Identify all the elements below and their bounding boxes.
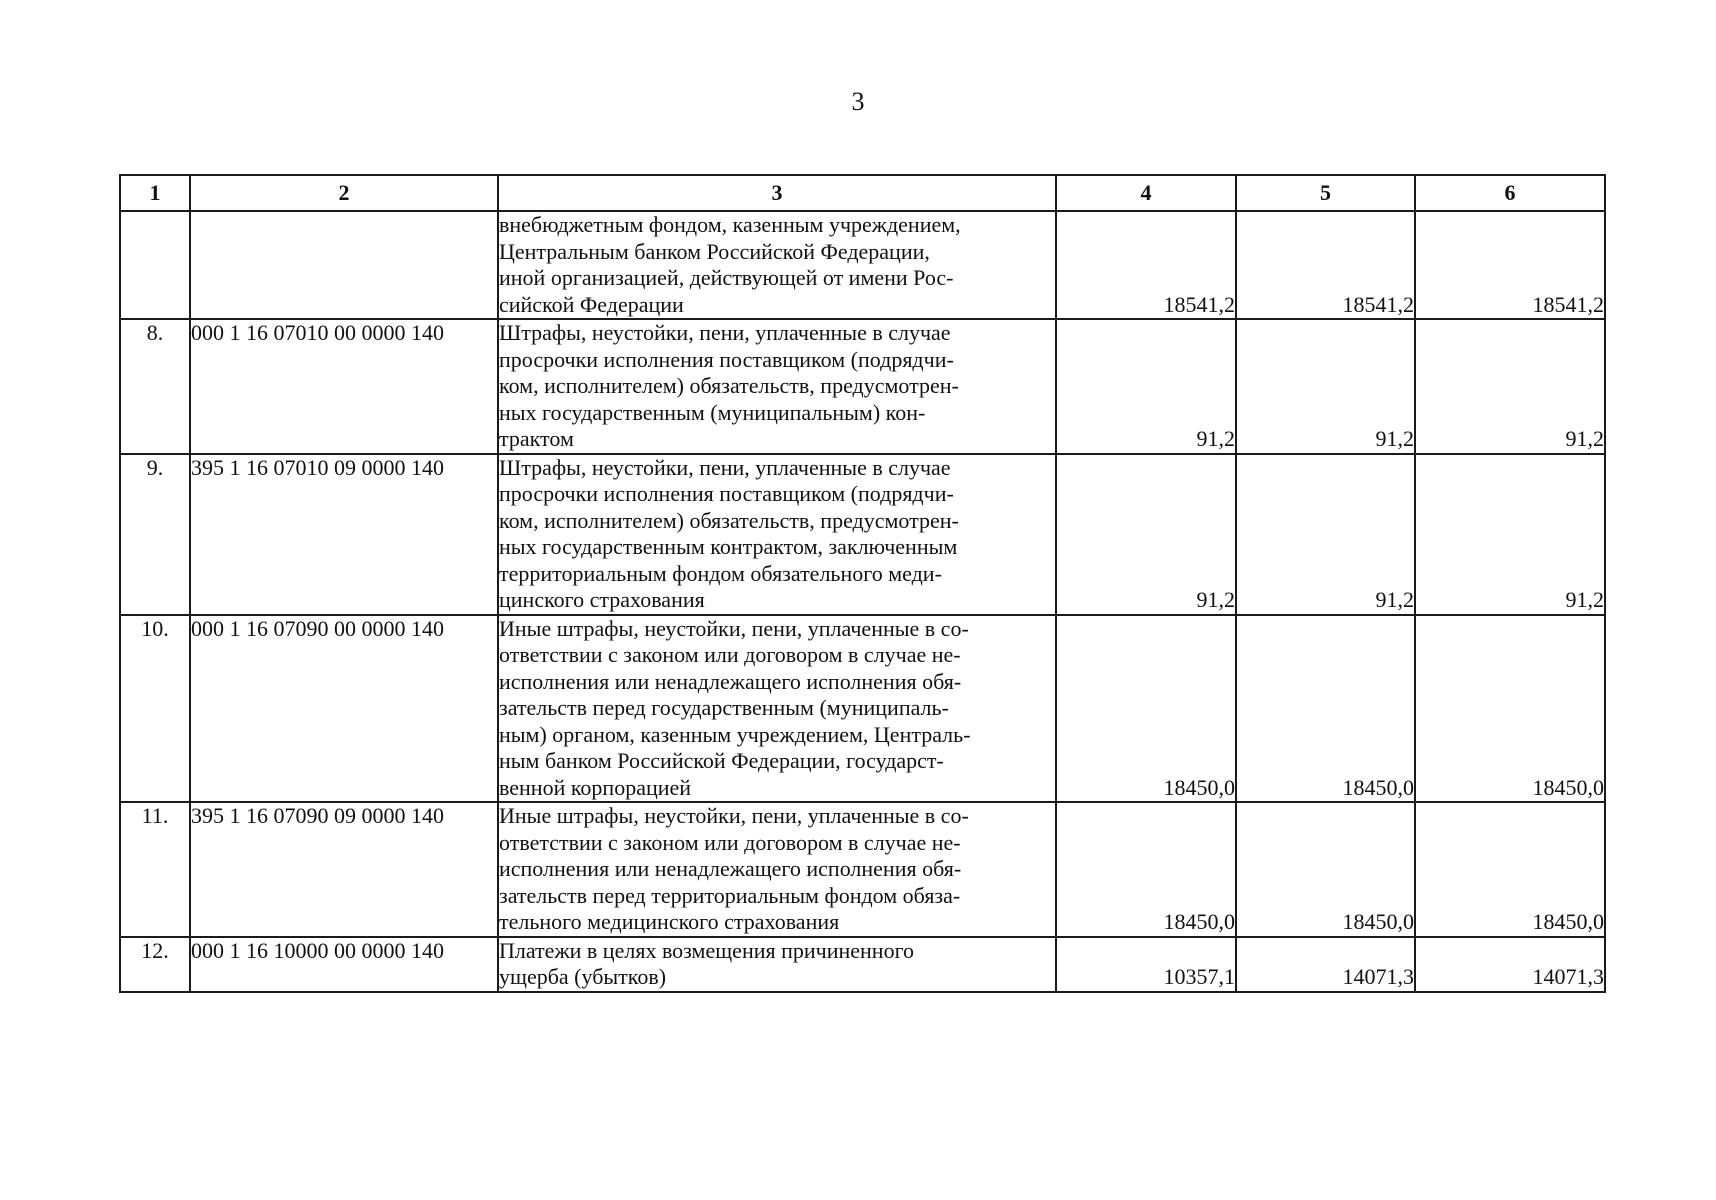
income-name-line: ущерба (убытков) <box>499 964 667 989</box>
row-number: 10. <box>120 615 190 803</box>
income-name-line: Иные штрафы, неустойки, пени, уплаченные в со- <box>499 615 969 641</box>
table-row <box>120 937 1605 992</box>
income-name-line: внебюджетным фондом, казенным учреждением, <box>499 212 961 237</box>
value-col-5: 18450,0 <box>1236 802 1415 937</box>
income-name-line: ным) органом, казенным учреждением, Централь- <box>499 721 971 747</box>
budget-code: 000 1 16 07090 00 0000 140 <box>190 615 498 803</box>
table-header-row <box>120 175 1605 211</box>
column-header-4: 4 <box>1056 175 1236 211</box>
income-name-line: зательств перед территориальным фондом обяза- <box>499 882 961 908</box>
row-number: 11. <box>120 802 190 937</box>
income-name <box>498 319 1056 454</box>
budget-code: 395 1 16 07010 09 0000 140 <box>190 454 498 615</box>
income-name-line: исполнения или ненадлежащего исполнения обя- <box>499 856 962 881</box>
value-col-5: 18450,0 <box>1236 615 1415 803</box>
table-row <box>120 615 1605 803</box>
value-col-6: 91,2 <box>1415 454 1605 615</box>
column-header-5: 5 <box>1236 175 1415 211</box>
income-name <box>498 937 1056 992</box>
value-col-5: 91,2 <box>1236 319 1415 454</box>
income-name-line: Штрафы, неустойки, пени, уплаченные в случае <box>499 454 951 480</box>
row-number: 12. <box>120 937 190 992</box>
table-row <box>120 802 1605 937</box>
income-name <box>498 211 1056 319</box>
value-col-5: 14071,3 <box>1236 937 1415 992</box>
income-name-line: ответствии с законом или договором в случае не- <box>499 829 961 855</box>
value-col-6: 18450,0 <box>1415 615 1605 803</box>
value-col-6: 14071,3 <box>1415 937 1605 992</box>
income-name-line: Центральным банком Российской Федерации, <box>499 238 930 264</box>
value-col-4: 18450,0 <box>1056 802 1236 937</box>
income-name-line: сийской Федерации <box>499 291 684 317</box>
income-name-line: тельного медицинского страхования <box>499 909 840 934</box>
budget-code: 000 1 16 07010 00 0000 140 <box>190 319 498 454</box>
value-col-4: 18450,0 <box>1056 615 1236 803</box>
budget-code: 395 1 16 07090 09 0000 140 <box>190 802 498 937</box>
income-name <box>498 454 1056 615</box>
income-name-line: просрочки исполнения поставщиком (подрядчи- <box>499 346 954 372</box>
value-col-5: 91,2 <box>1236 454 1415 615</box>
income-name <box>498 802 1056 937</box>
income-name-line: исполнения или ненадлежащего исполнения обя- <box>499 668 962 694</box>
column-header-6: 6 <box>1415 175 1605 211</box>
income-name <box>498 615 1056 803</box>
income-name-line: Платежи в целях возмещения причиненного <box>499 937 915 963</box>
income-name-line: иной организацией, действующей от имени Рос- <box>499 265 954 290</box>
page-number: 3 <box>851 87 865 116</box>
income-name-line: зательств перед государственным (муниципаль- <box>499 695 949 720</box>
income-name-line: ных государственным контрактом, заключенным <box>499 534 958 559</box>
income-name-line: ных государственным (муниципальным) кон- <box>499 399 926 425</box>
income-name-line: венной корпорацией <box>499 774 692 800</box>
value-col-6: 91,2 <box>1415 319 1605 454</box>
income-name-line: ком, исполнителем) обязательств, предусмотрен- <box>499 507 959 533</box>
budget-code <box>190 211 498 319</box>
value-col-4: 18541,2 <box>1056 211 1236 319</box>
value-col-4: 91,2 <box>1056 454 1236 615</box>
value-col-4: 91,2 <box>1056 319 1236 454</box>
row-number <box>120 211 190 319</box>
value-col-4: 10357,1 <box>1056 937 1236 992</box>
column-header-1: 1 <box>120 175 190 211</box>
value-col-5: 18541,2 <box>1236 211 1415 319</box>
income-name-line: Штрафы, неустойки, пени, уплаченные в случае <box>499 320 951 345</box>
row-number: 8. <box>120 319 190 454</box>
income-name-line: ответствии с законом или договором в случае не- <box>499 642 961 667</box>
income-name-line: трактом <box>499 426 574 451</box>
budget-code: 000 1 16 10000 00 0000 140 <box>190 937 498 992</box>
value-col-6: 18450,0 <box>1415 802 1605 937</box>
table-row <box>120 454 1605 615</box>
row-number: 9. <box>120 454 190 615</box>
income-name-line: цинского страхования <box>499 587 705 612</box>
column-header-2: 2 <box>190 175 498 211</box>
table-row <box>120 211 1605 319</box>
table-row <box>120 319 1605 454</box>
value-col-6: 18541,2 <box>1415 211 1605 319</box>
income-name-line: ным банком Российской Федерации, государст- <box>499 748 944 773</box>
revenue-table <box>119 174 1606 993</box>
income-name-line: территориальным фондом обязательного меди- <box>499 560 942 586</box>
column-header-3: 3 <box>498 175 1056 211</box>
income-name-line: просрочки исполнения поставщиком (подрядчи- <box>499 481 954 506</box>
income-name-line: ком, исполнителем) обязательств, предусмотрен- <box>499 373 959 398</box>
income-name-line: Иные штрафы, неустойки, пени, уплаченные в со- <box>499 803 969 828</box>
